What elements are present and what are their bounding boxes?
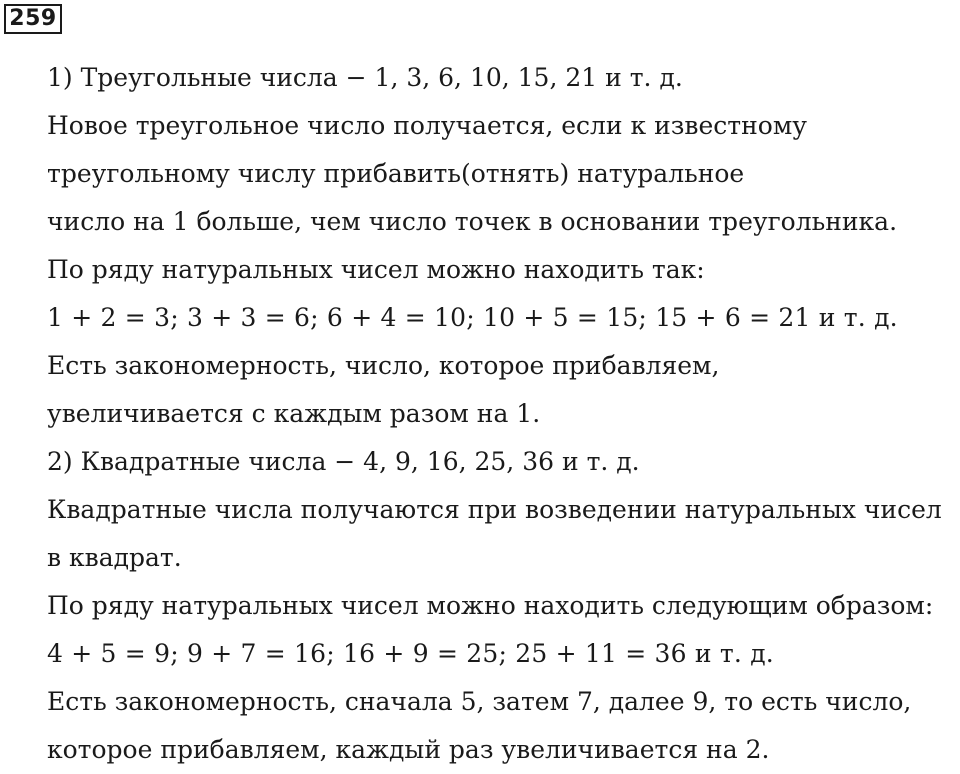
solution-line-5: По ряду натуральных чисел можно находить так: xyxy=(47,255,705,284)
solution-line-9: 2) Квадратные числа − 4, 9, 16, 25, 36 и т. д. xyxy=(47,447,640,476)
solution-line-11: в квадрат. xyxy=(47,543,182,572)
solution-line-15: которое прибавляем, каждый раз увеличивается на 2. xyxy=(47,735,770,764)
solution-line-7: Есть закономерность, число, которое прибавляем, xyxy=(47,351,720,380)
task-number-badge: 259 xyxy=(4,4,62,34)
solution-line-2: Новое треугольное число получается, если к известному xyxy=(47,111,807,140)
equation-line-triangular: 1 + 2 = 3; 3 + 3 = 6; 6 + 4 = 10; 10 + 5 = 15; 15 + 6 = 21 и т. д. xyxy=(47,303,898,332)
solution-line-8: увеличивается с каждым разом на 1. xyxy=(47,399,541,428)
solution-line-3: треугольному числу прибавить(отнять) натуральное xyxy=(47,159,745,188)
solution-line-10: Квадратные числа получаются при возведении натуральных чисел xyxy=(47,495,942,524)
equation-line-square: 4 + 5 = 9; 9 + 7 = 16; 16 + 9 = 25; 25 + 11 = 36 и т. д. xyxy=(47,639,774,668)
solution-line-14: Есть закономерность, сначала 5, затем 7, далее 9, то есть число, xyxy=(47,687,912,716)
solution-text xyxy=(47,54,959,774)
solution-line-12: По ряду натуральных чисел можно находить следующим образом: xyxy=(47,591,934,620)
solution-line-4: число на 1 больше, чем число точек в основании треугольника. xyxy=(47,207,898,236)
solution-line-1: 1) Треугольные числа − 1, 3, 6, 10, 15, 21 и т. д. xyxy=(47,63,683,92)
